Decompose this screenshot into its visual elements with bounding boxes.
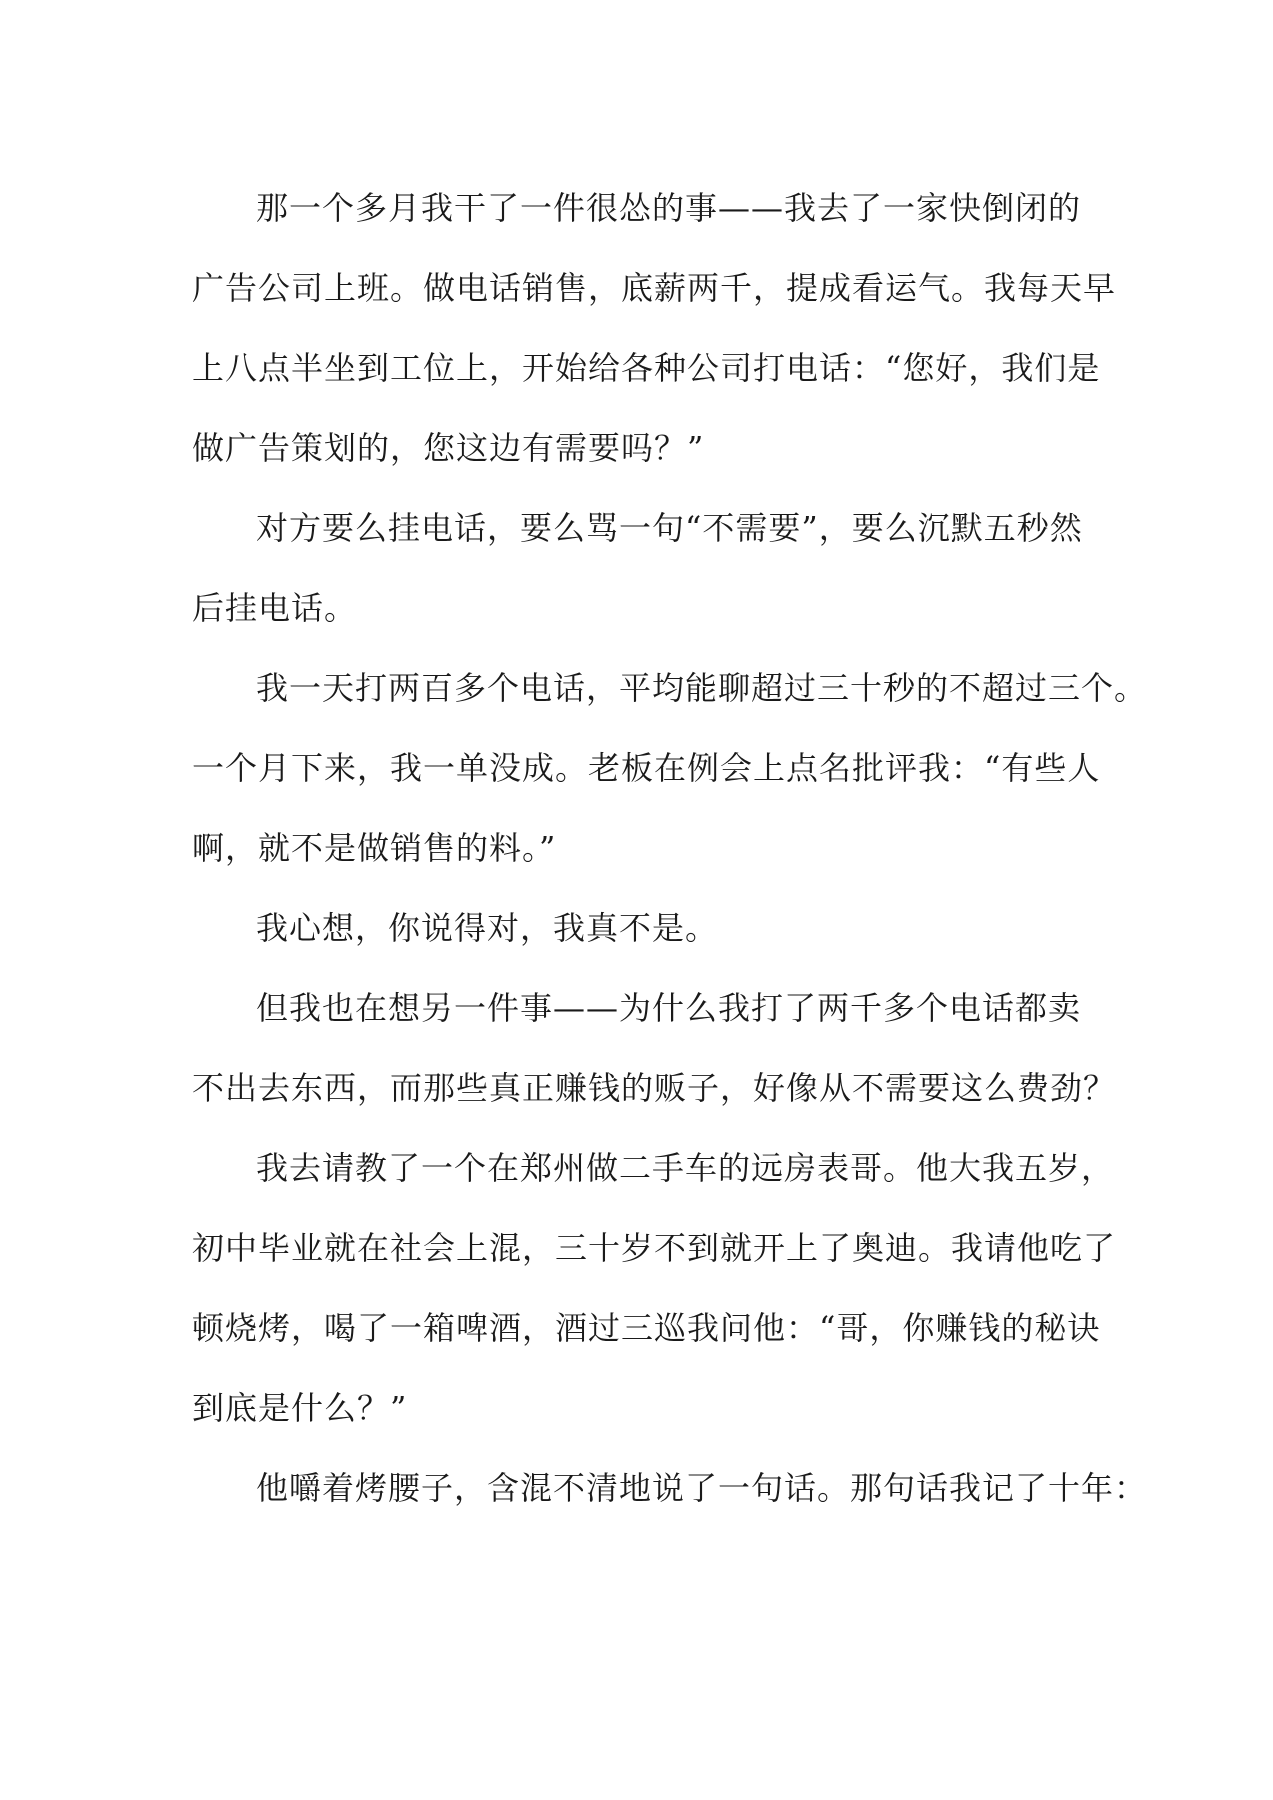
body-text xyxy=(192,168,1148,1528)
text-line: 广告公司上班。做电话销售，底薪两千，提成看运气。我每天早 xyxy=(192,269,1117,307)
text-line: 他嚼着烤腰子，含混不清地说了一句话。那句话我记了十年： xyxy=(256,1469,1148,1507)
text-line: 后挂电话。 xyxy=(192,589,358,627)
text-line: 上八点半坐到工位上，开始给各种公司打电话：“您好，我们是 xyxy=(192,349,1101,387)
text-line: 初中毕业就在社会上混，三十岁不到就开上了奥迪。我请他吃了 xyxy=(192,1229,1117,1267)
text-line: 对方要么挂电话，要么骂一句“不需要”，要么沉默五秒然 xyxy=(256,509,1083,547)
text-line: 到底是什么？” xyxy=(192,1389,408,1427)
text-line: 我一天打两百多个电话，平均能聊超过三十秒的不超过三个。 xyxy=(256,669,1148,707)
text-line: 但我也在想另一件事——为什么我打了两千多个电话都卖 xyxy=(256,989,1082,1027)
text-line: 我心想，你说得对，我真不是。 xyxy=(256,909,719,947)
text-line: 啊，就不是做销售的料。” xyxy=(192,829,557,867)
text-line: 我去请教了一个在郑州做二手车的远房表哥。他大我五岁， xyxy=(256,1149,1115,1187)
text-line: 顿烧烤，喝了一箱啤酒，酒过三巡我问他：“哥，你赚钱的秘诀 xyxy=(192,1309,1101,1347)
text-line: 一个月下来，我一单没成。老板在例会上点名批评我：“有些人 xyxy=(192,749,1101,787)
text-line: 做广告策划的，您这边有需要吗？” xyxy=(192,429,705,467)
text-line: 那一个多月我干了一件很怂的事——我去了一家快倒闭的 xyxy=(256,189,1082,227)
text-line: 不出去东西，而那些真正赚钱的贩子，好像从不需要这么费劲？ xyxy=(192,1069,1117,1107)
